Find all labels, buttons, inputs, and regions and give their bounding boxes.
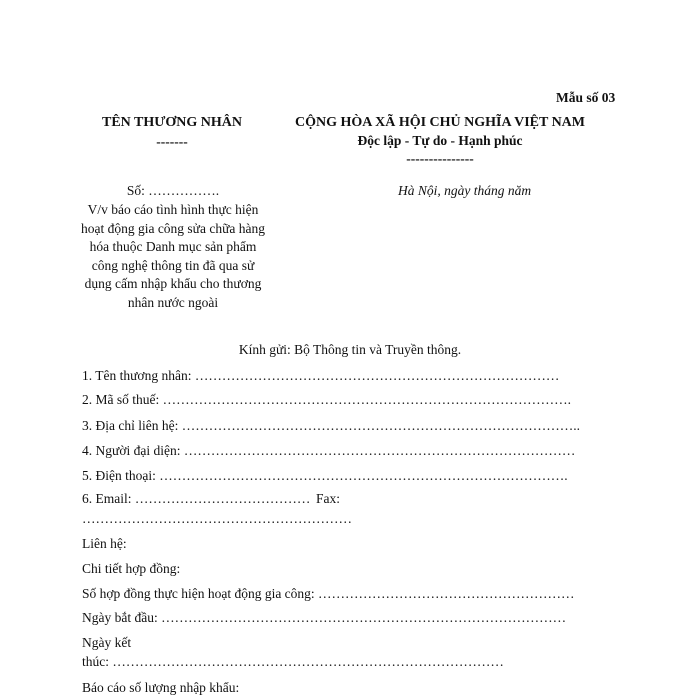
email-field: 6. Email: ………………………………… <box>82 491 311 506</box>
contract-details-label: Chi tiết hợp đồng: <box>82 561 181 576</box>
trader-name-field: 1. Tên thương nhân: ……………………………………………………………………… <box>82 368 560 383</box>
contact-label: Liên hệ: <box>82 536 127 551</box>
trader-name-header: TÊN THƯƠNG NHÂN <box>101 115 242 130</box>
recipient-line: Kính gửi: Bộ Thông tin và Truyền thông. <box>238 342 462 357</box>
representative-field: 4. Người đại diện: …………………………………………………………………………… <box>82 443 576 458</box>
fax-field-dots: …………………………………………………… <box>82 511 352 526</box>
left-header-dashes: ------- <box>156 134 188 149</box>
document-number: Số: ……………. <box>126 183 220 198</box>
end-date-label: Ngày kết <box>82 635 132 650</box>
right-header-dashes: --------------- <box>406 151 474 166</box>
address-field: 3. Địa chỉ liên hệ: …………………………………………………………………………….. <box>82 418 580 433</box>
end-date-field: thúc: …………………………………………………………………………… <box>82 654 504 669</box>
fax-label: Fax: <box>316 491 341 506</box>
import-report-label: Báo cáo số lượng nhập khẩu: <box>82 680 240 695</box>
phone-field: 5. Điện thoại: ………………………………………………………………………………. <box>82 468 568 483</box>
tax-code-field: 2. Mã số thuế: ………………………………………………………………………………. <box>82 392 571 407</box>
form-number: Mẫu số 03 <box>556 90 616 105</box>
country-name: CỘNG HÒA XÃ HỘI CHỦ NGHĨA VIỆT NAM <box>294 115 585 130</box>
national-motto: Độc lập - Tự do - Hạnh phúc <box>357 133 523 148</box>
place-and-date: Hà Nội, ngày tháng năm <box>398 183 532 198</box>
document-subject: V/v báo cáo tình hình thực hiện hoạt động gia công sửa chữa hàng hóa thuộc Danh mục sản phẩm công nghệ thông tin đã qua sử dụng cấm nhập khẩu cho thương nhân nước ngoài <box>80 202 266 310</box>
contract-number-field: Số hợp đồng thực hiện hoạt động gia công: ………………………………………………… <box>82 586 575 601</box>
start-date-field: Ngày bắt đầu: ……………………………………………………………………………… <box>82 610 567 625</box>
